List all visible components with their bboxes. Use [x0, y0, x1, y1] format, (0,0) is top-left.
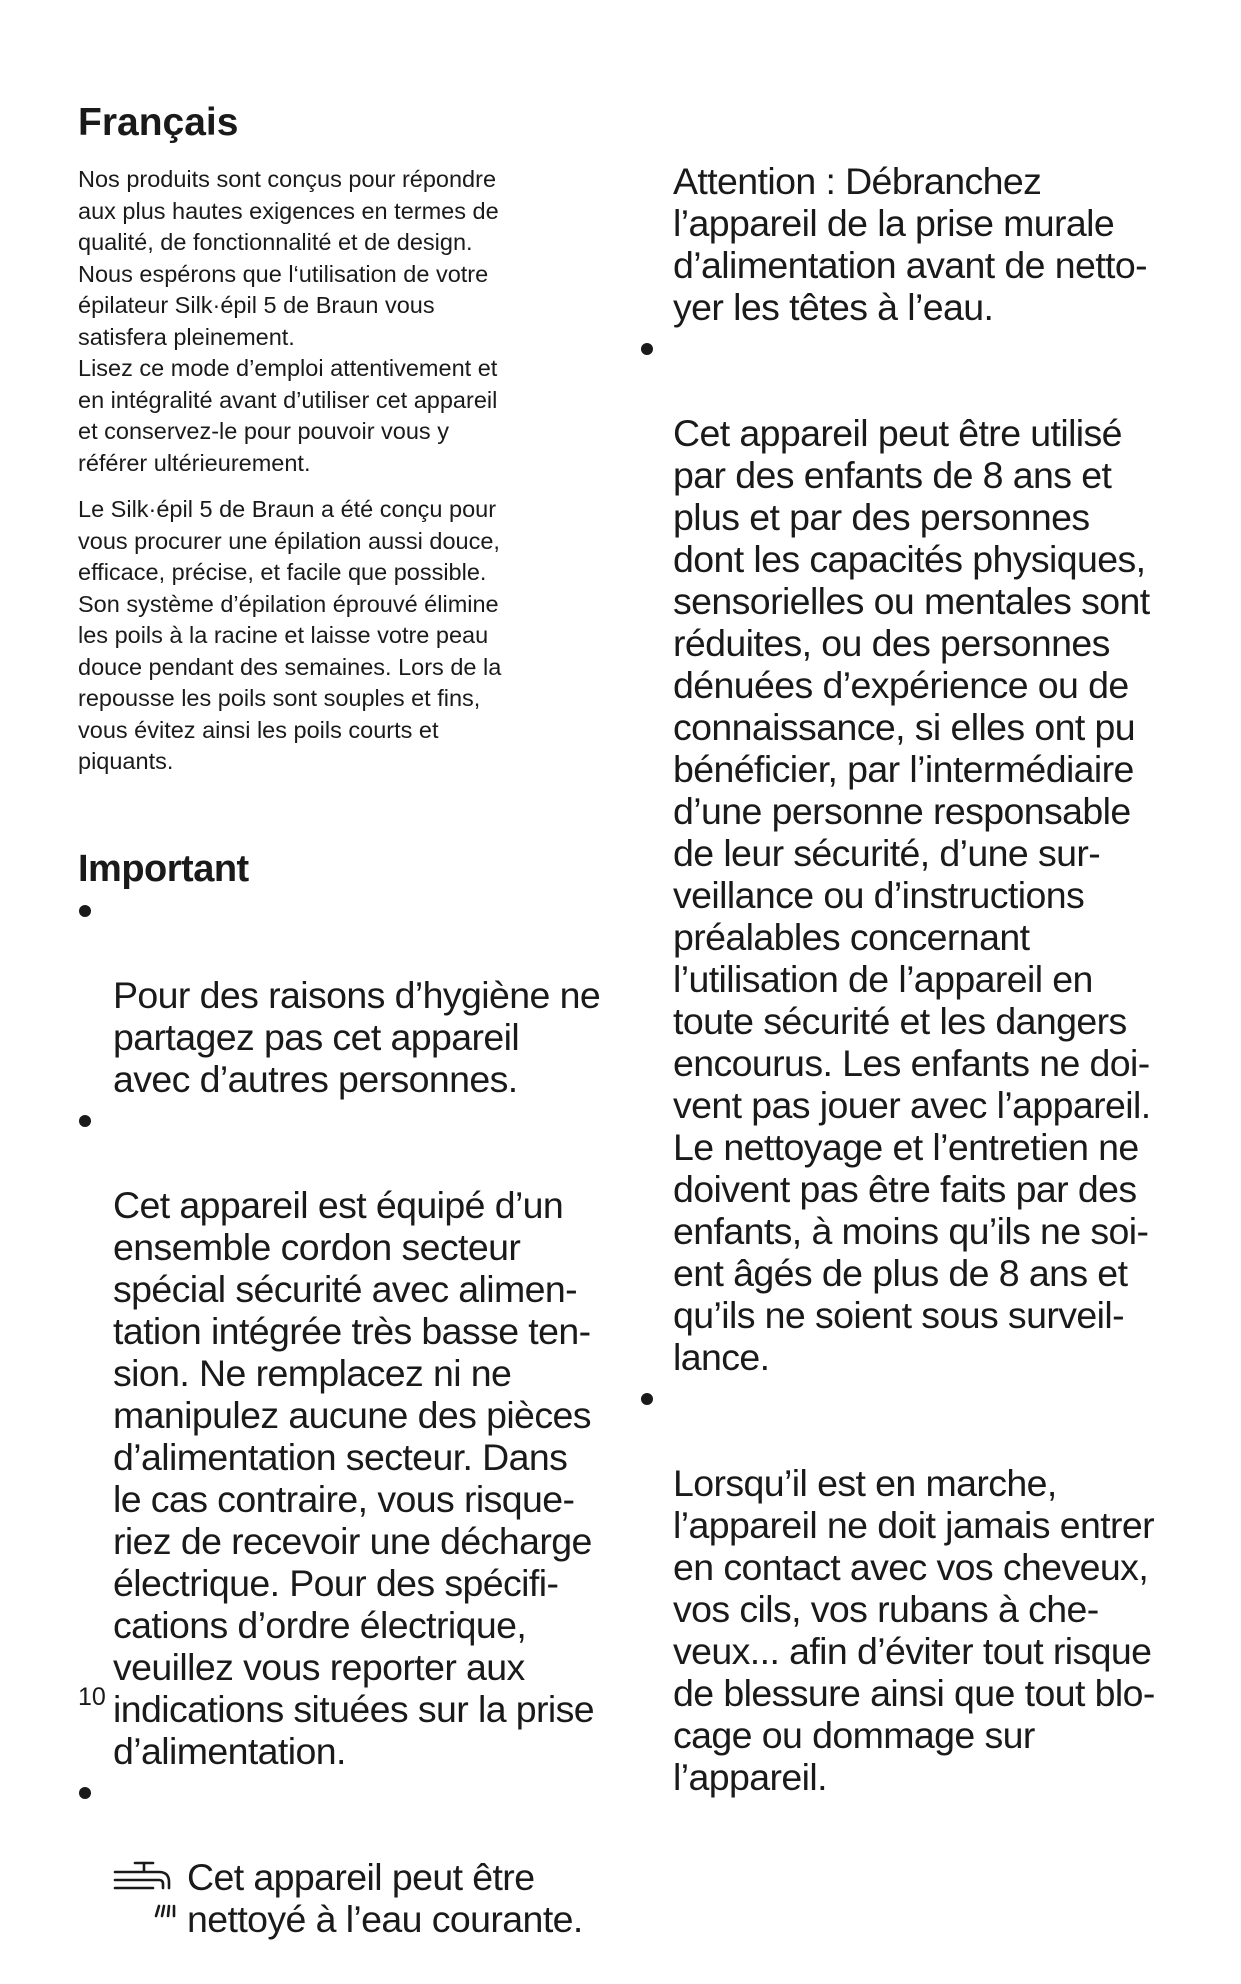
list-item-text: Pour des raisons d’hygiène ne partagez pas cet appareil avec d’autres personnes. — [113, 973, 601, 1100]
bullet-dot — [79, 1115, 91, 1127]
safety-list — [640, 328, 1180, 1798]
list-item-text: Lorsqu’il est en marche, l’appareil ne doit jamais entrer en contact avec vos cheveux, vos cils, vos rubans à che- veux... afin d’éviter tout risque de blessure ainsi que tout blo- cage ou dommage sur l’appareil. — [673, 1462, 1155, 1798]
important-list — [78, 890, 618, 1984]
list-item-text: Cet appareil est équipé d’un ensemble cordon secteur spécial sécurité avec alimen- tation intégrée très basse ten- sion. Ne remplacez ni ne manipulez aucune des pièces d’alimentation secteur. Dans le cas contraire, vous risque- riez de recevoir une décharge électrique. Pour des spécifi- cations d’ordre électrique, veuillez vous reporter aux indications situées sur la prise d’alimentation. — [113, 1183, 595, 1772]
intro-paragraph-1: Nos produits sont conçus pour répondre aux plus hautes exigences en termes de qualité, de fonctionnalité et de design. Nous espérons que l‘utilisation de votre épilateur Silk·épil 5 de Braun vous satisfera pleinement. Lisez ce mode d’emploi attentivement et en intégralité avant d’utiliser cet appareil et conservez-le pour pouvoir vous y référer ultérieurement. — [78, 166, 499, 476]
bullet-dot — [641, 1393, 653, 1405]
page-number: 10 — [78, 1683, 106, 1711]
attention-paragraph: Attention : Débranchez l’appareil de la prise murale d’alimentation avant de netto- yer les têtes à l’eau. — [673, 160, 1147, 328]
list-item-text: Cet appareil peut être utilisé par des enfants de 8 ans et plus et par des personnes dont les capacités physiques, sensorielles ou mentales sont réduites, ou des personnes dénuées d’expérience ou de connaissance, si elles ont pu bénéficier, par l’intermédiaire d’une personne responsable de leur sécurité, d’une sur- veillance ou d’instructions préalables concernant l’utilisation de l’appareil en toute sécurité et les dangers encourus. Les enfants ne doi- vent pas jouer avec l’appareil. Le nettoyage et l’entretien ne doivent pas être faits par des enfants, à moins qu’ils ne soi- ent âgés de plus de 8 ans et qu’ils ne soient sous surveil- lance. — [673, 412, 1151, 1378]
bullet-dot — [641, 343, 653, 355]
faucet-text: Cet appareil peut être nettoyé à l’eau courante. — [187, 1855, 583, 1940]
list-item — [78, 1100, 618, 1772]
intro-paragraph-2: Le Silk·épil 5 de Braun a été conçu pour vous procurer une épilation aussi douce, efficace, précise, et facile que possible. Son système d’épilation éprouvé élimine les poils à la racine et laisse votre peau douce pendant des semaines. Lors de la repousse les poils sont souples et fins, vous évitez ainsi les poils courts et piquants. — [78, 496, 502, 774]
bullet-dot — [79, 905, 91, 917]
list-item — [640, 1378, 1180, 1798]
list-item — [640, 328, 1180, 1378]
list-item — [78, 1772, 618, 1984]
right-column — [640, 160, 1180, 1798]
important-heading: Important — [78, 847, 249, 890]
bullet-dot — [79, 1787, 91, 1799]
page-title: Français — [78, 101, 239, 144]
faucet-item — [113, 1856, 618, 1942]
left-column — [78, 96, 618, 1984]
running-water-faucet-icon — [113, 1858, 187, 1942]
list-item — [78, 890, 618, 1100]
